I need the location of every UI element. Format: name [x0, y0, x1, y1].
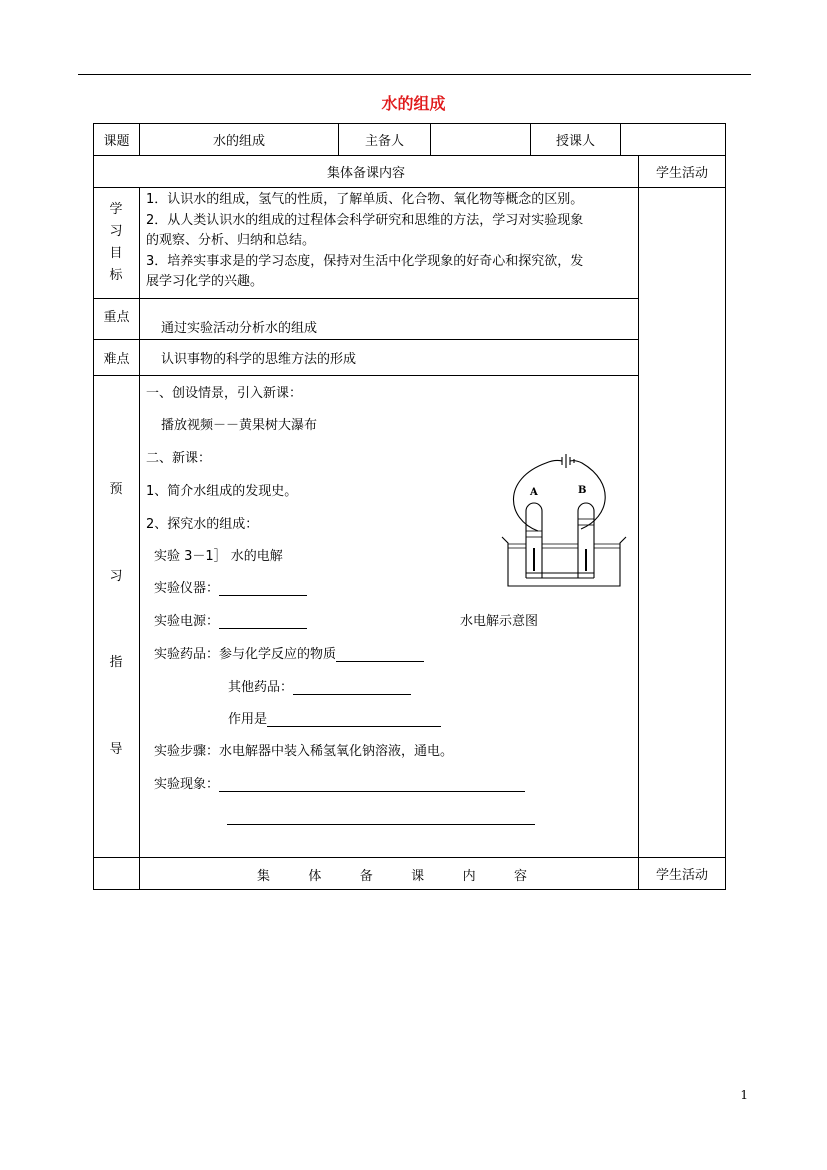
objective-line: 2．从人类认识水的组成的过程体会科学研究和思维的方法，学习对实验现象 [146, 212, 584, 228]
phenomenon-row [154, 773, 525, 792]
other-reagent-row [228, 676, 411, 695]
guide-label-char: 预 [109, 482, 123, 497]
teacher-label-cell [530, 123, 621, 156]
purpose-label: 作用是 [228, 712, 268, 727]
student-activity-cell [638, 187, 726, 858]
guide-label-char: 习 [109, 569, 123, 584]
objective-line: 3．培养实事求是的学习态度，保持对生活中化学现象的好奇心和探究欲，发 [146, 253, 584, 269]
tube-label-a: A [530, 487, 538, 498]
phenomenon-label: 实验现象： [154, 777, 220, 792]
intro-text: 播放视频－－黄果树大瀑布 [161, 418, 318, 433]
objectives-text [146, 190, 636, 293]
power-label: 实验电源： [154, 614, 220, 629]
difficulty-label: 难点 [103, 352, 130, 367]
tube-label-b: B [578, 485, 587, 496]
power-row [154, 610, 307, 629]
content-header-cell [93, 155, 639, 188]
history-item: 1、简介水组成的发现史。 [146, 484, 298, 499]
experiment-title: 实验 3－1］ 水的电解 [154, 549, 283, 564]
explore-item: 2、探究水的组成： [146, 517, 259, 532]
instruments-row [154, 577, 307, 596]
objective-line: 的观察、分析、归纳和总结。 [146, 233, 316, 248]
teacher-value-cell [620, 123, 726, 156]
topic-label: 课题 [103, 134, 130, 149]
electrolysis-diagram [498, 453, 628, 593]
footer-content-label: 集 体 备 课 内 容 [257, 869, 527, 884]
page-number: 1 [740, 1088, 748, 1102]
phenomenon-blank[interactable] [219, 777, 525, 792]
footer-activity: 学生活动 [655, 868, 708, 883]
content-header: 集体备课内容 [326, 166, 405, 181]
page-title: 水的组成 [381, 94, 446, 113]
activity-header: 学生活动 [655, 166, 708, 181]
topic-value: 水的组成 [212, 134, 265, 149]
reagent-row [154, 643, 424, 662]
difficulty-text: 认识事物的科学的思维方法的形成 [161, 352, 357, 367]
objective-line: 1．认识水的组成，氢气的性质，了解单质、化合物、氧化物等概念的区别。 [146, 192, 584, 207]
power-blank[interactable] [219, 614, 307, 629]
topic-value-cell [139, 123, 339, 156]
other-reagent-blank[interactable] [293, 680, 411, 695]
reagent-blank[interactable] [336, 647, 424, 662]
guide-label-cell [93, 375, 140, 858]
reagent-label: 实验药品：参与化学反应的物质 [154, 647, 337, 662]
objective-line: 展学习化学的兴趣。 [146, 274, 264, 289]
objectives-label: 学 习 目 标 [109, 202, 123, 283]
difficulty-label-cell [93, 339, 140, 376]
guide-label-char: 导 [109, 742, 123, 757]
purpose-row [228, 708, 441, 727]
instruments-label: 实验仪器： [154, 581, 220, 596]
new-lesson-heading: 二、新课： [146, 451, 212, 466]
key-point-label-cell [93, 298, 140, 340]
steps-text: 实验步骤：水电解器中装入稀氢氧化钠溶液，通电。 [154, 744, 454, 759]
header-rule [78, 74, 751, 75]
key-point-label: 重点 [103, 309, 130, 325]
phenomenon-blank-2[interactable] [227, 810, 535, 825]
footer-activity-cell [638, 857, 726, 890]
topic-label-cell [93, 123, 140, 156]
instruments-blank[interactable] [219, 581, 307, 596]
guide-label-char: 指 [109, 655, 123, 670]
diagram-caption: 水电解示意图 [460, 614, 539, 629]
preparer-label-cell [338, 123, 431, 156]
intro-heading: 一、创设情景，引入新课： [146, 386, 303, 401]
key-point-text: 通过实验活动分析水的组成 [161, 321, 318, 336]
preparer-label: 主备人 [364, 134, 404, 149]
other-reagent-label: 其他药品： [228, 680, 294, 695]
activity-header-cell [638, 155, 726, 188]
purpose-blank[interactable] [267, 712, 441, 727]
footer-left-cell [93, 857, 140, 890]
preparer-value-cell [430, 123, 531, 156]
teacher-label: 授课人 [555, 134, 595, 149]
